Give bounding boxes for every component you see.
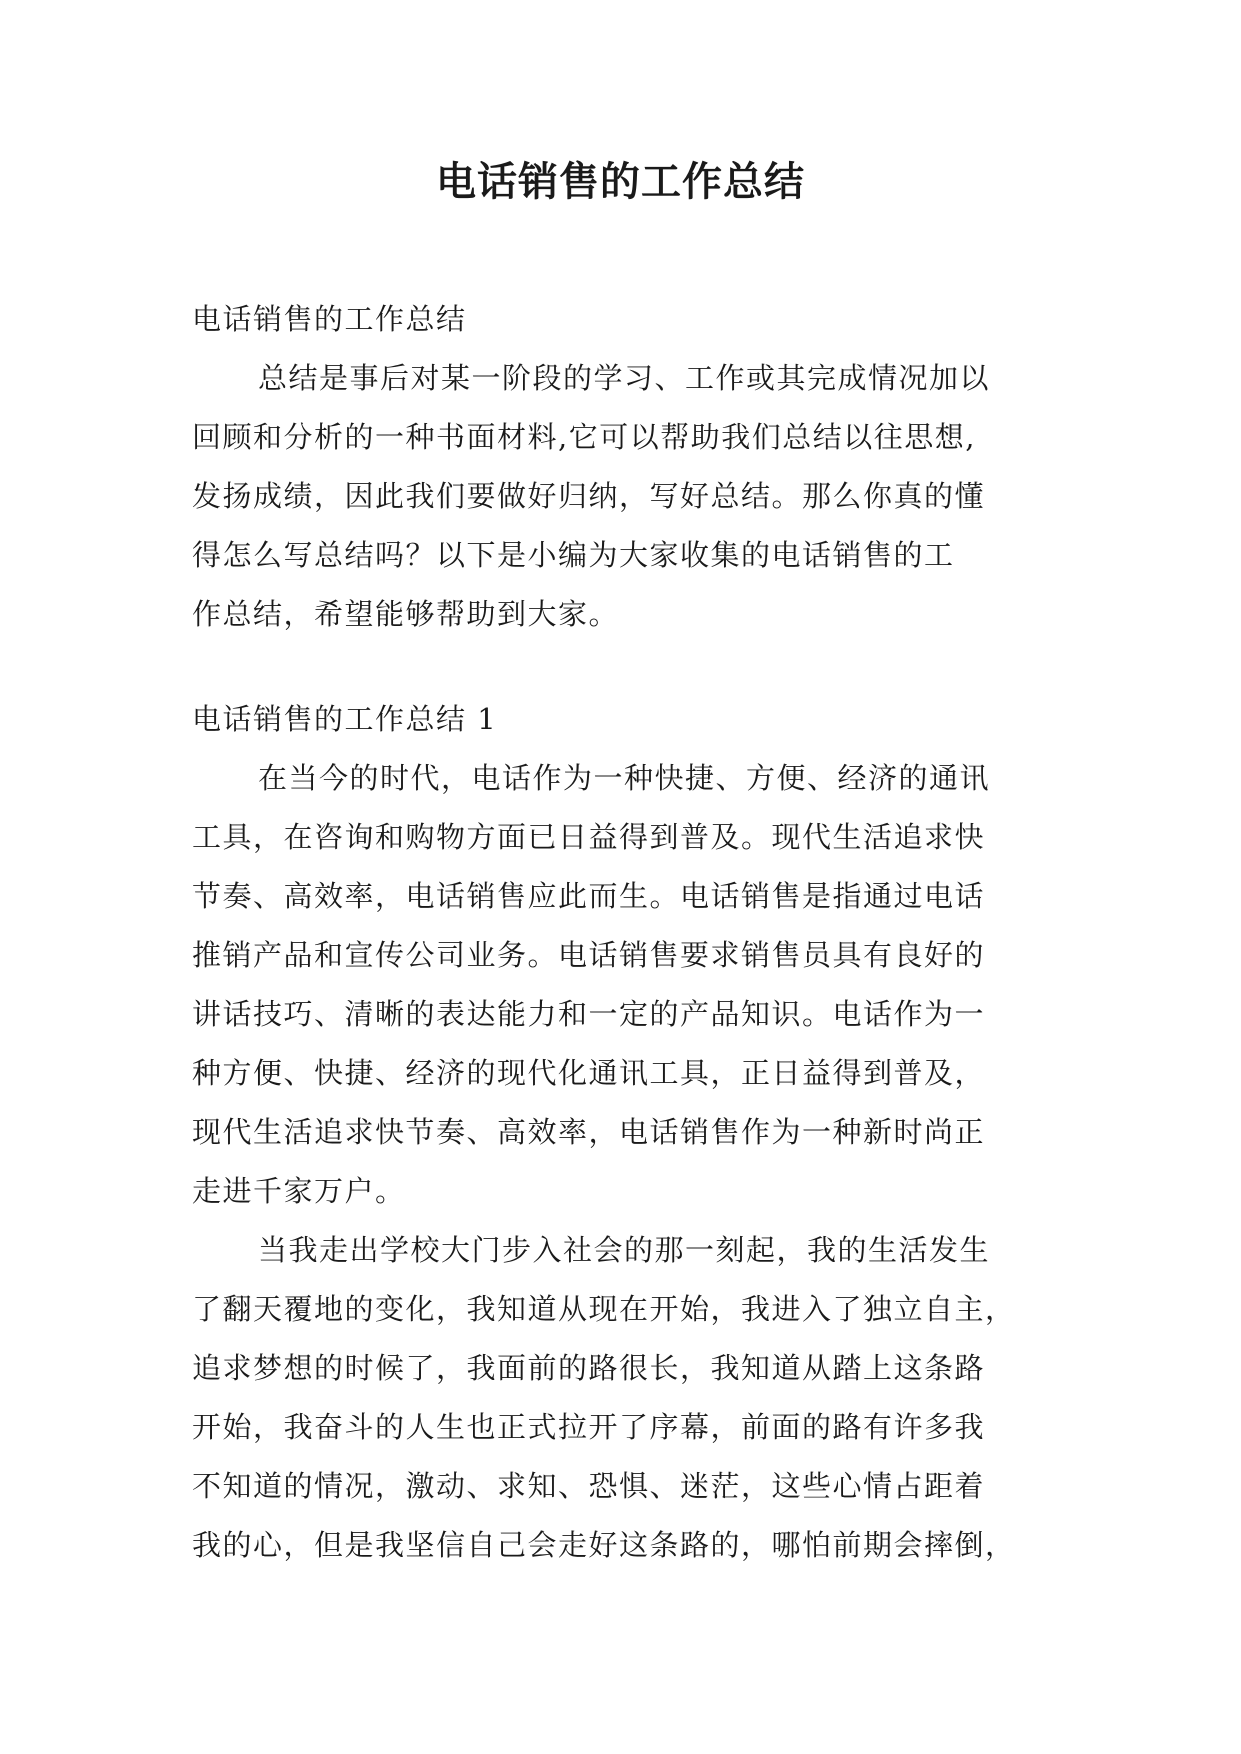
paragraph-line: 节奏、高效率，电话销售应此而生。电话销售是指通过电话 xyxy=(192,879,986,913)
paragraph-line: 发扬成绩，因此我们要做好归纳，写好总结。那么你真的懂 xyxy=(192,479,986,513)
paragraph-line: 了翻天覆地的变化，我知道从现在开始，我进入了独立自主， xyxy=(192,1292,1016,1326)
paragraph-line: 当我走出学校大门步入社会的那一刻起，我的生活发生 xyxy=(258,1233,991,1267)
paragraph-line: 走进千家万户。 xyxy=(192,1174,406,1208)
paragraph-line: 推销产品和宣传公司业务。电话销售要求销售员具有良好的 xyxy=(192,938,986,972)
paragraph-line: 我的心，但是我坚信自己会走好这条路的，哪怕前期会摔倒， xyxy=(192,1528,1016,1562)
document-title: 电话销售的工作总结 xyxy=(436,158,805,205)
paragraph-line: 种方便、快捷、经济的现代化通讯工具，正日益得到普及， xyxy=(192,1056,986,1090)
intro-paragraph xyxy=(192,349,1052,644)
paragraph-line: 开始，我奋斗的人生也正式拉开了序幕，前面的路有许多我 xyxy=(192,1410,986,1444)
section-1-paragraph-1 xyxy=(192,749,1052,1221)
section-spacer xyxy=(192,644,1052,690)
document-body xyxy=(192,290,1052,1575)
paragraph-line: 回顾和分析的一种书面材料,它可以帮助我们总结以往思想, xyxy=(192,420,976,454)
intro-heading: 电话销售的工作总结 xyxy=(192,302,467,336)
paragraph-line: 作总结，希望能够帮助到大家。 xyxy=(192,597,620,631)
paragraph-line: 现代生活追求快节奏、高效率，电话销售作为一种新时尚正 xyxy=(192,1115,986,1149)
paragraph-line: 不知道的情况，激动、求知、恐惧、迷茫，这些心情占距着 xyxy=(192,1469,986,1503)
paragraph-line: 工具，在咨询和购物方面已日益得到普及。现代生活追求快 xyxy=(192,820,986,854)
section-1-heading: 电话销售的工作总结 1 xyxy=(192,702,498,736)
paragraph-line: 讲话技巧、清晰的表达能力和一定的产品知识。电话作为一 xyxy=(192,997,986,1031)
paragraph-line: 追求梦想的时候了，我面前的路很长，我知道从踏上这条路 xyxy=(192,1351,986,1385)
section-1-paragraph-2 xyxy=(192,1221,1052,1575)
paragraph-line: 总结是事后对某一阶段的学习、工作或其完成情况加以 xyxy=(258,361,991,395)
paragraph-line: 在当今的时代，电话作为一种快捷、方便、经济的通讯 xyxy=(258,761,991,795)
paragraph-line: 得怎么写总结吗？以下是小编为大家收集的电话销售的工 xyxy=(192,538,955,572)
